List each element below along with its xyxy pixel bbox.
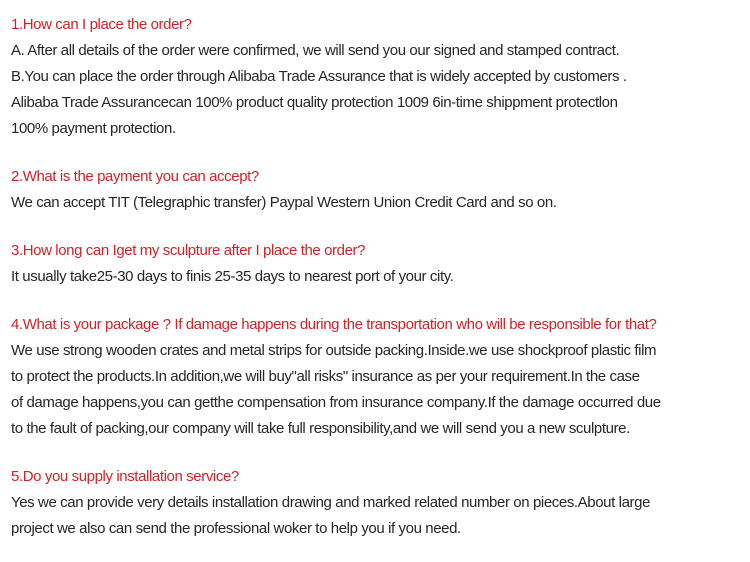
faq-answer-line: Yes we can provide very details installation drawing and marked related number on pieces.About large bbox=[11, 494, 651, 511]
faq-section-3 bbox=[11, 238, 740, 290]
faq-answer-line: project we also can send the professional woker to help you if you need. bbox=[11, 520, 461, 537]
faq-answer-line: of damage happens,you can getthe compensation from insurance company.If the damage occurred due bbox=[11, 394, 661, 411]
faq-section-2 bbox=[11, 164, 740, 216]
faq-question-4: 4.What is your package ? If damage happens during the transportation who will be responsible for that? bbox=[11, 316, 657, 333]
faq-answer-line: It usually take25-30 days to finis 25-35 days to nearest port of your city. bbox=[11, 268, 454, 285]
faq-question-3: 3.How long can Iget my sculpture after I place the order? bbox=[11, 242, 366, 259]
faq-question-5: 5.Do you supply installation service? bbox=[11, 468, 239, 485]
faq-answer-line: to the fault of packing,our company will take full responsibility,and we will send you a new sculpture. bbox=[11, 420, 630, 437]
faq-question-1: 1.How can I place the order? bbox=[11, 16, 192, 33]
faq-answer-line: B.You can place the order through Alibaba Trade Assurance that is widely accepted by customers . bbox=[11, 68, 627, 85]
faq-answer-line: We can accept TIT (Telegraphic transfer) Paypal Western Union Credit Card and so on. bbox=[11, 194, 557, 211]
faq-answer-line: to protect the products.In addition,we will buy"all risks" insurance as per your requirement.In the case bbox=[11, 368, 640, 385]
faq-answer-line: 100% payment protection. bbox=[11, 120, 176, 137]
faq-section-1 bbox=[11, 12, 740, 142]
faq-section-4 bbox=[11, 312, 740, 442]
faq-answer-line: A. After all details of the order were confirmed, we will send you our signed and stamped contract. bbox=[11, 42, 620, 59]
faq-question-2: 2.What is the payment you can accept? bbox=[11, 168, 259, 185]
faq-section-5 bbox=[11, 464, 740, 542]
faq-answer-line: We use strong wooden crates and metal strips for outside packing.Inside.we use shockproof plastic film bbox=[11, 342, 657, 359]
faq-answer-line: Alibaba Trade Assurancecan 100% product quality protection 1009 6in-time shippment protectlon bbox=[11, 94, 618, 111]
